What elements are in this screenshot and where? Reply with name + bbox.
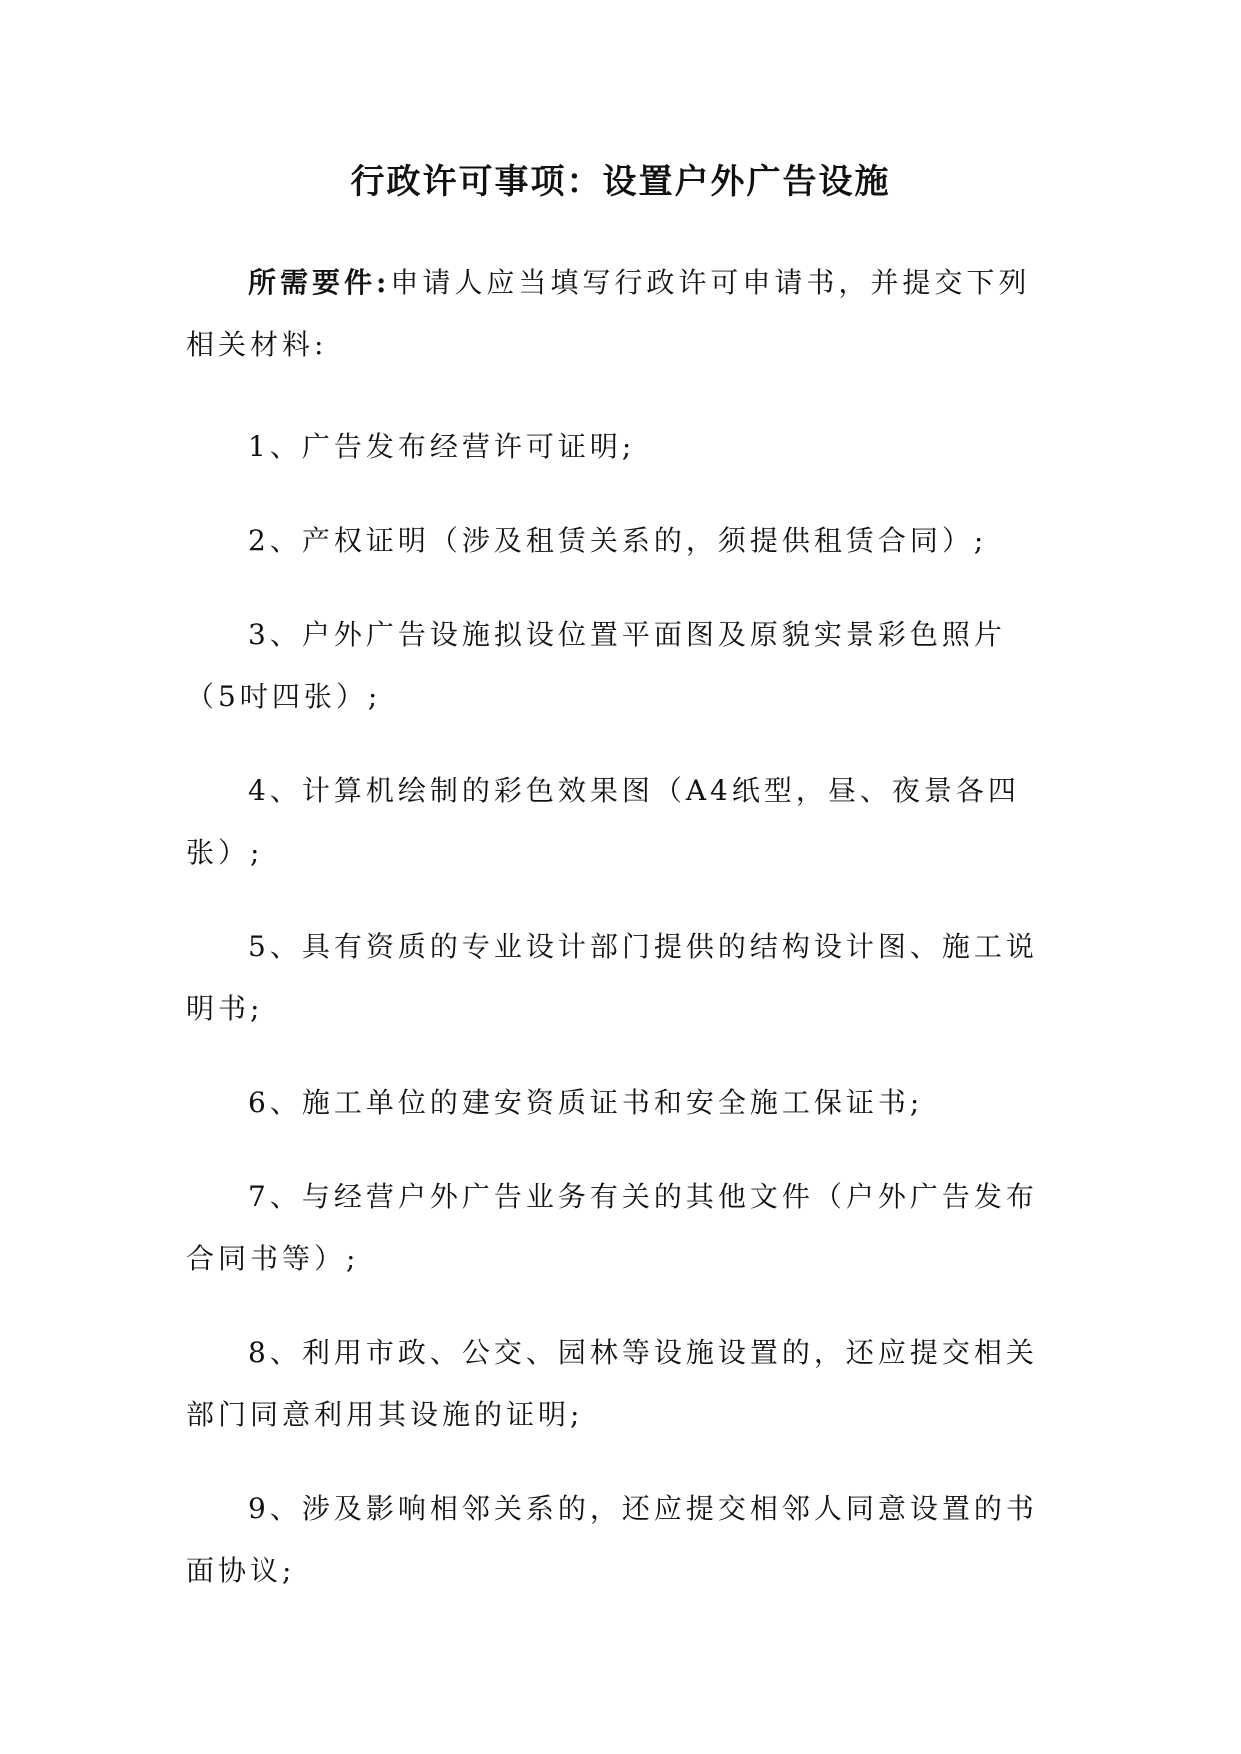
requirement-item-6: 6、施工单位的建安资质证书和安全施工保证书; bbox=[248, 1086, 924, 1119]
requirements-label: 所需要件: bbox=[248, 266, 391, 299]
requirements-intro bbox=[186, 252, 1056, 376]
requirement-item-4: 4、计算机绘制的彩色效果图（A4纸型，昼、夜景各四张）; bbox=[186, 774, 1020, 869]
requirement-item-7: 7、与经营户外广告业务有关的其他文件（户外广告发布合同书等）; bbox=[186, 1180, 1038, 1275]
document-title: 行政许可事项：设置户外广告设施 bbox=[350, 162, 891, 202]
requirement-item-8: 8、利用市政、公交、园林等设施设置的，还应提交相关部门同意利用其设施的证明; bbox=[186, 1336, 1038, 1431]
requirement-item-9: 9、涉及影响相邻关系的，还应提交相邻人同意设置的书面协议; bbox=[186, 1492, 1038, 1587]
requirement-item-5: 5、具有资质的专业设计部门提供的结构设计图、施工说明书; bbox=[186, 930, 1038, 1025]
document-body bbox=[186, 252, 1056, 1634]
requirements-intro-text: 申请人应当填写行政许可申请书，并提交下列相关材料: bbox=[186, 266, 1031, 361]
requirement-item-1: 1、广告发布经营许可证明; bbox=[248, 430, 636, 463]
requirement-item-3: 3、户外广告设施拟设位置平面图及原貌实景彩色照片（5吋四张）; bbox=[186, 618, 1006, 713]
requirement-item-2: 2、产权证明（涉及租赁关系的，须提供租赁合同）; bbox=[248, 524, 988, 557]
